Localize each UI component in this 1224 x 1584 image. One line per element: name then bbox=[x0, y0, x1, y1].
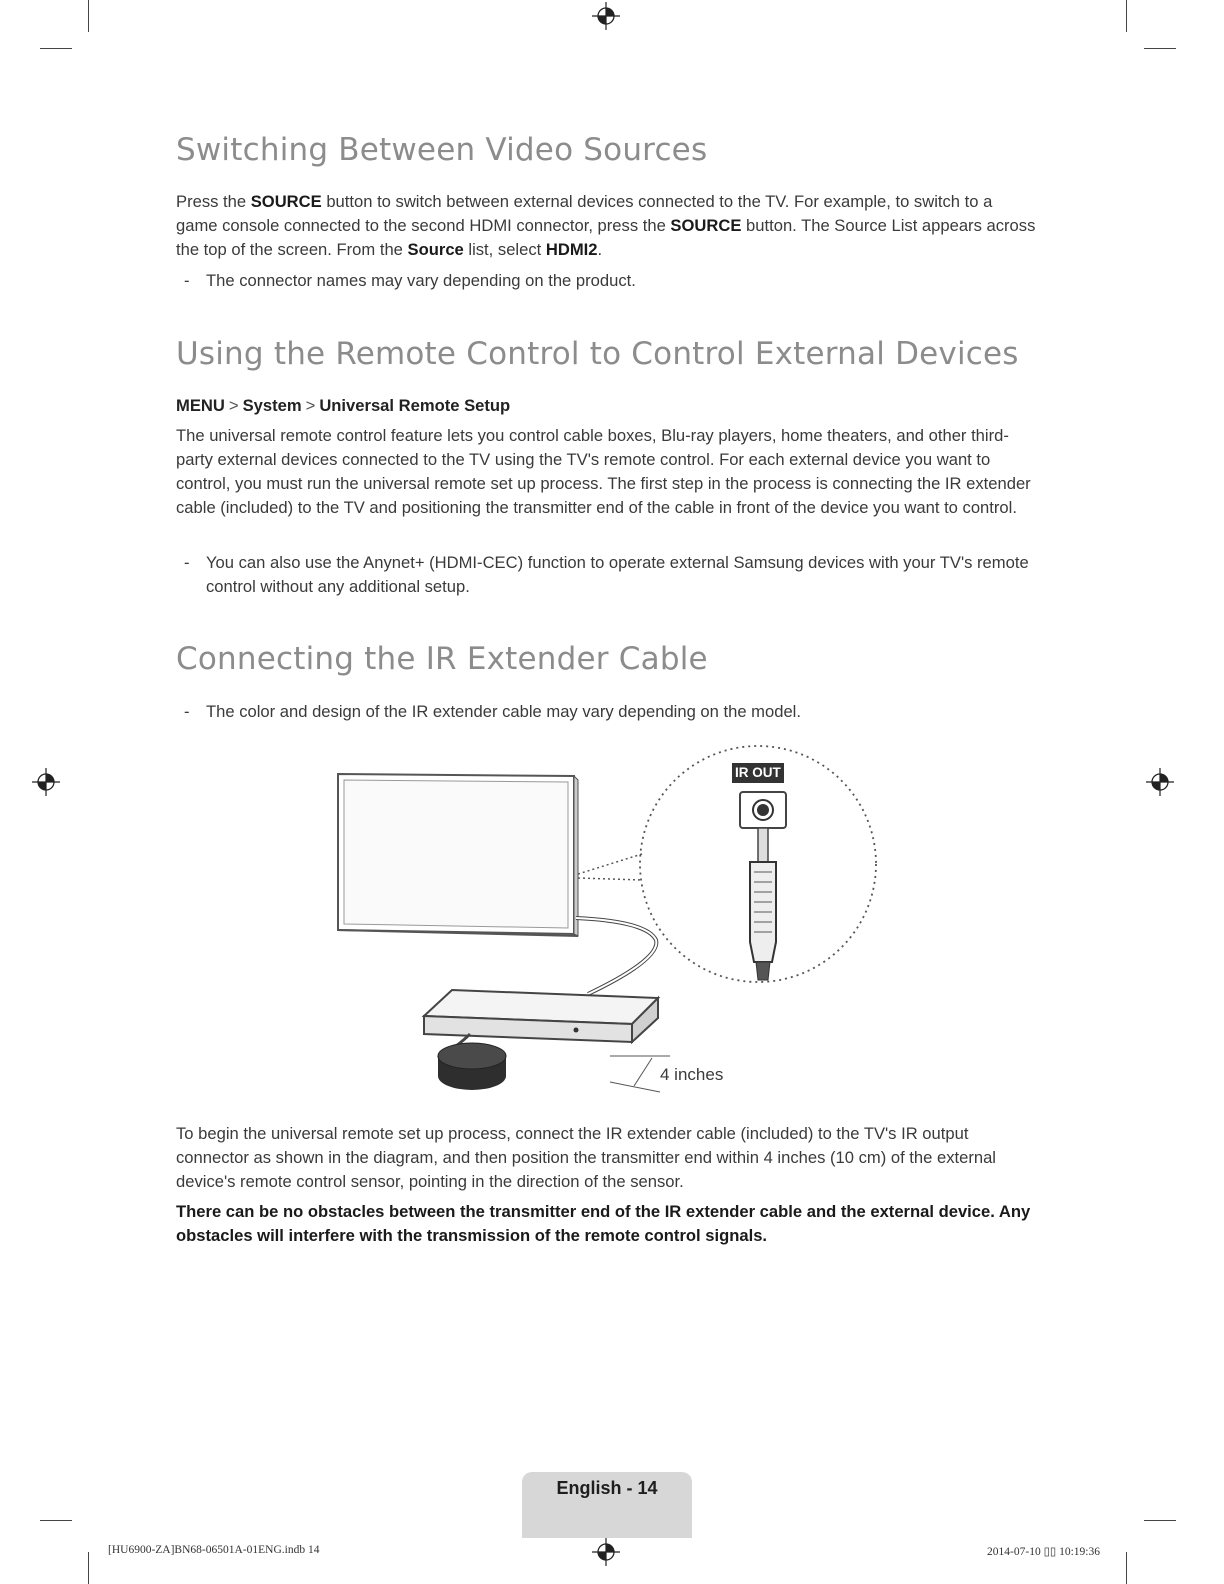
registration-mark-bottom-icon bbox=[592, 1538, 620, 1566]
distance-label: 4 inches bbox=[660, 1065, 724, 1084]
file-slug: [HU6900-ZA]BN68-06501A-01ENG.indb 14 bbox=[108, 1544, 320, 1556]
crop-mark-bottom-left-h bbox=[40, 1520, 72, 1521]
page-number-badge bbox=[522, 1472, 692, 1538]
ir-note: - The color and design of the IR extender cable may vary depending on the model. bbox=[184, 702, 801, 721]
registration-mark-left-icon bbox=[32, 768, 60, 796]
crop-mark-top-left-v bbox=[88, 0, 89, 32]
crop-mark-top-right-h bbox=[1144, 48, 1176, 49]
crop-mark-bottom-right-v bbox=[1126, 1552, 1127, 1584]
heading-switching-video-sources: Switching Between Video Sources bbox=[176, 132, 708, 168]
remote-body-text: The universal remote control feature lets you control cable boxes, Blu-ray players, home theaters, and other third-party external devices connected to the TV using the TV's remote control. For each external device you want to control, you must run the universal remote set up process. The first step in the process is connecting the IR extender cable (included) to the TV and positioning the transmitter end of the cable in front of the device you want to control. bbox=[176, 426, 1031, 517]
registration-mark-top-icon bbox=[592, 2, 620, 30]
ir-out-label: IR OUT bbox=[732, 763, 784, 783]
hdmi2-label: HDMI2 bbox=[545, 240, 598, 259]
crop-mark-bottom-right-h bbox=[1144, 1520, 1176, 1521]
crop-mark-bottom-left-v bbox=[88, 1552, 89, 1584]
source-list-label: Source bbox=[407, 240, 464, 259]
set-top-box-illustration bbox=[424, 990, 658, 1042]
switching-body-text: Press the SOURCE button to switch between external devices connected to the TV. For example, to switch to a game console connected to the second HDMI connector, press the SOURCE button. The Source List appears across the top of the screen. From the Source list, select HDMI2. bbox=[176, 192, 1036, 259]
page-number-label: English - 14 bbox=[556, 1478, 658, 1498]
crop-mark-top-right-v bbox=[1126, 0, 1127, 32]
ir-extender-diagram bbox=[320, 722, 900, 1112]
switching-note: - The connector names may vary depending on the product. bbox=[184, 271, 636, 290]
heading-remote-control-external-devices: Using the Remote Control to Control External Devices bbox=[176, 336, 1019, 372]
source-button-label: SOURCE bbox=[250, 192, 322, 211]
source-button-label-2: SOURCE bbox=[670, 216, 742, 235]
registration-mark-right-icon bbox=[1146, 768, 1174, 796]
remote-note: - You can also use the Anynet+ (HDMI-CEC) function to operate external Samsung devices with your TV's remote control without any additional setup. bbox=[184, 553, 1029, 596]
ir-jack-plug-illustration bbox=[750, 828, 776, 980]
heading-connecting-ir-extender: Connecting the IR Extender Cable bbox=[176, 641, 708, 677]
ir-transmitter-illustration bbox=[438, 1043, 506, 1090]
print-timestamp: 2014-07-10 ▯▯ 10:19:36 bbox=[987, 1546, 1100, 1558]
tv-illustration bbox=[338, 774, 578, 936]
ir-body-text: To begin the universal remote set up process, connect the IR extender cable (included) to the TV's IR output connector as shown in the diagram, and then position the transmitter end within 4 inches (10 cm) of the external device's remote control sensor, pointing in the direction of the sensor. bbox=[176, 1124, 996, 1191]
crop-mark-top-left-h bbox=[40, 48, 72, 49]
ir-warning-text: There can be no obstacles between the transmitter end of the IR extender cable and the external device. Any obstacles will interfere with the transmission of the remote control signals. bbox=[176, 1202, 1031, 1245]
menu-path-breadcrumb: MENU > System > Universal Remote Setup bbox=[176, 396, 511, 415]
